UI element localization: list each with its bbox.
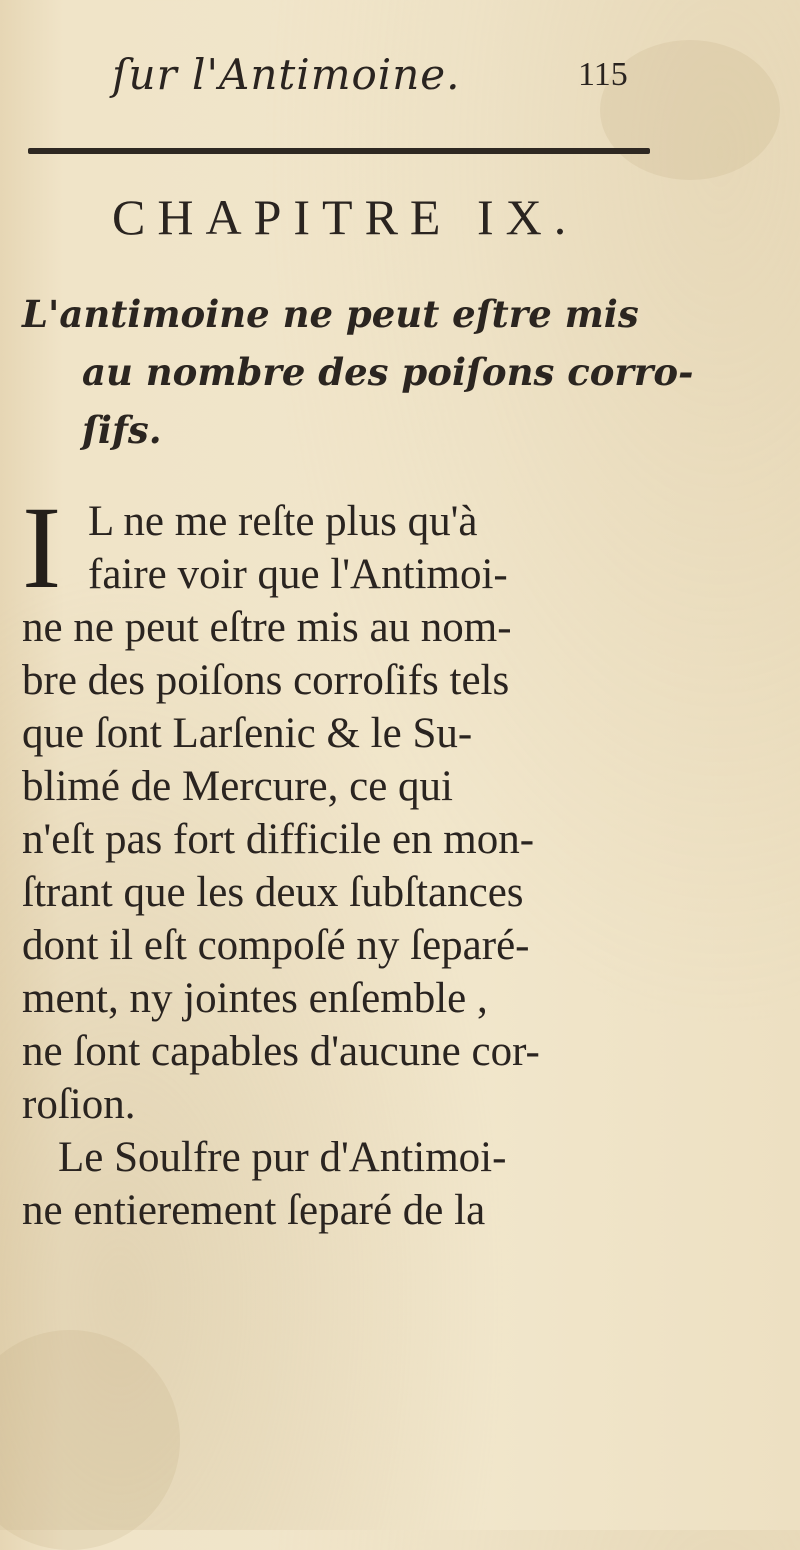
- header-rule: [28, 148, 650, 154]
- text-line: roſion.: [22, 1081, 136, 1128]
- summary-line: ſifs.: [82, 408, 162, 452]
- text-line: ne entierement ſeparé de la: [22, 1187, 486, 1234]
- text-line: que ſont Larſenic & le Su-: [22, 710, 473, 757]
- chapter-title: CHAPITRE IX.: [112, 189, 579, 245]
- text-line: bre des poiſons corroſifs tels: [22, 657, 510, 704]
- text-line: Le Soulfre pur d'Antimoi-: [58, 1134, 507, 1181]
- paragraph: [22, 1131, 682, 1237]
- summary-line: au nombre des poiſons corro-: [82, 350, 694, 394]
- page-header: [0, 50, 800, 110]
- drop-cap: I: [22, 482, 62, 613]
- text-line: ne ſont capables d'aucune cor-: [22, 1028, 540, 1075]
- text-line: ment, ny jointes enſemble ,: [22, 975, 488, 1022]
- text-line: faire voir que l'Antimoi-: [88, 551, 508, 598]
- body-text: [22, 482, 682, 1237]
- text-line: n'eſt pas fort difficile en mon-: [22, 816, 535, 863]
- text-line: ſtrant que les deux ſubſtances: [22, 869, 524, 916]
- summary-line: L'antimoine ne peut eſtre mis: [22, 292, 639, 336]
- text-line: blimé de Mercure, ce qui: [22, 763, 454, 810]
- running-head: ſur l'Antimoine.: [112, 50, 461, 99]
- page-number: 115: [578, 56, 628, 93]
- text-line: dont il eſt compoſé ny ſeparé-: [22, 922, 530, 969]
- paper-stain: [0, 1330, 180, 1550]
- text-line: L ne me reſte plus qu'à: [88, 498, 478, 545]
- chapter-summary: [22, 285, 694, 459]
- text-line: ne ne peut eſtre mis au nom-: [22, 604, 512, 651]
- paragraph-opening: [22, 482, 682, 613]
